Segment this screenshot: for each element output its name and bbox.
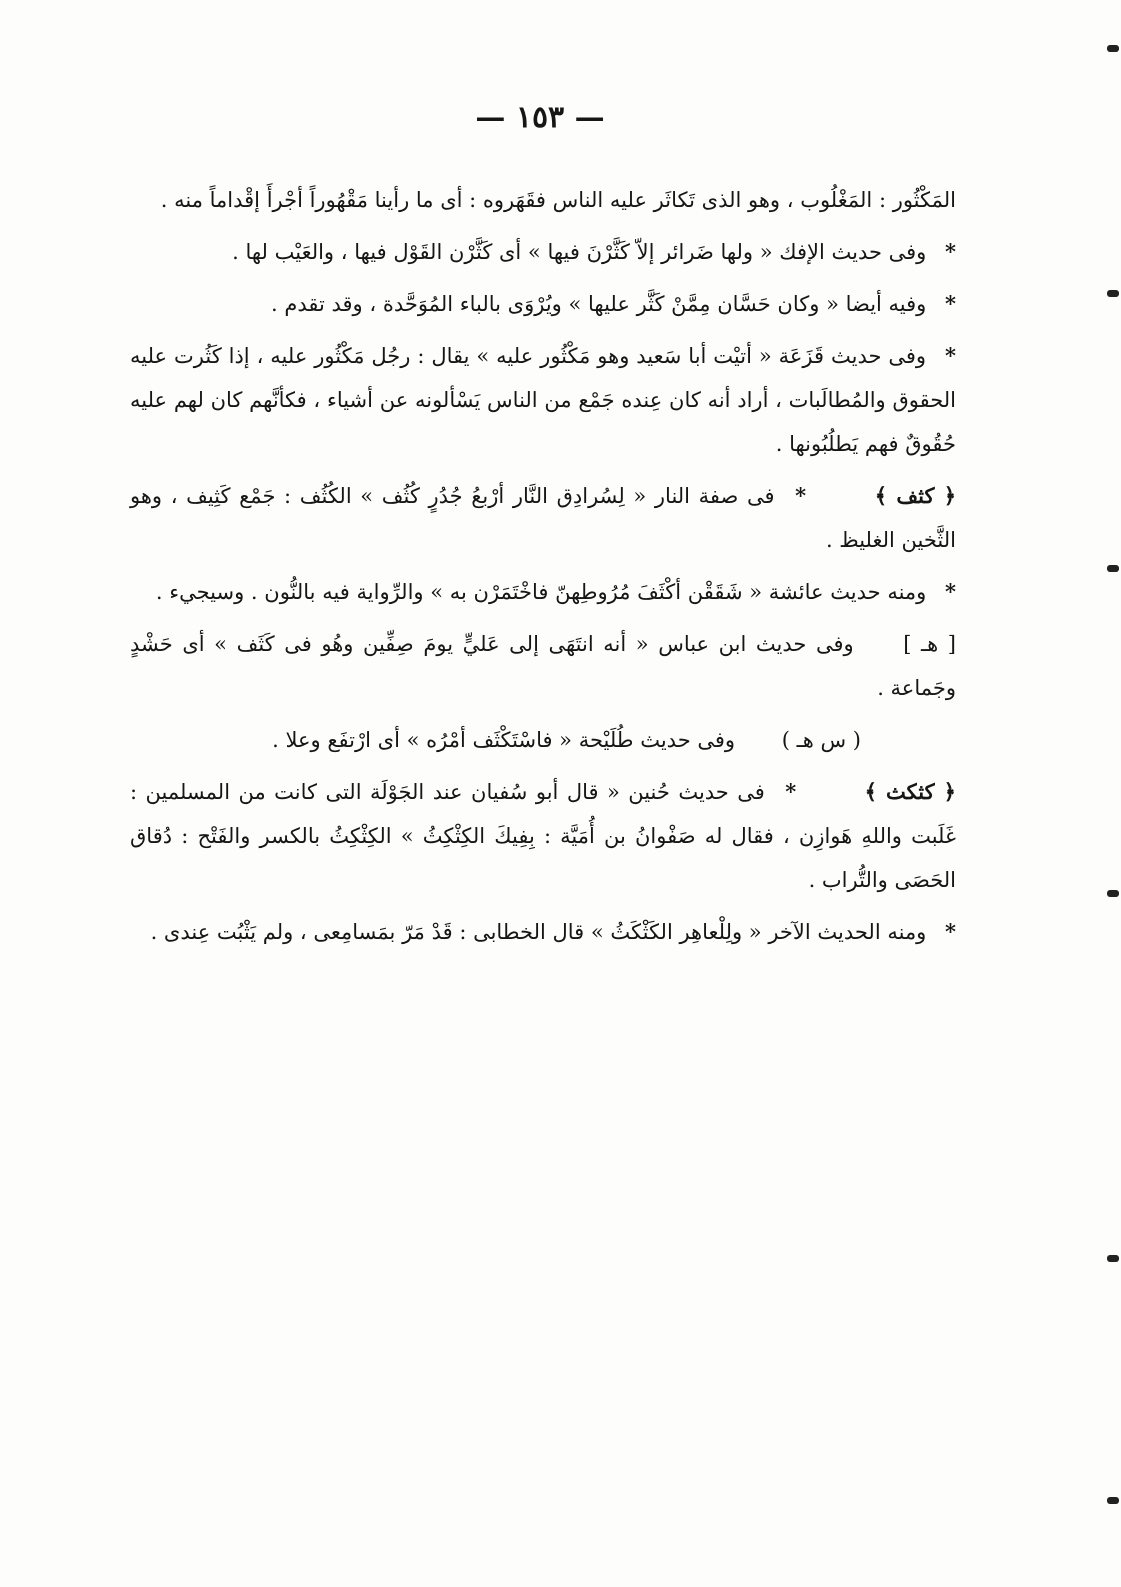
scan-edge-mark — [1107, 290, 1119, 297]
asterisk-bullet: * — [945, 343, 956, 368]
paragraph-text: فى حديث حُنين « قال أبو سُفيان عند الجَوْلَة التى كانت من المسلمين : غَلَبت واللهِ هَوازِن ، فقال له صَفْوانُ بن أُمَيَّة : بِفِيكَ الكِثْكِثُ » الكِثْكِثُ بالكسر والفَتْح : دُقاق الحَصَى والتُّراب . — [130, 780, 956, 892]
paragraph-text: وفى حديث ابن عباس « أنه انتَهَى إلى عَليٍّ يومَ صِفِّين وهُو فى كَثَف » أى حَشْدٍ وجَماعة . — [130, 632, 956, 700]
asterisk-bullet: * — [785, 779, 797, 804]
entry-headword: ﴿ كثف ﴾ — [874, 483, 957, 508]
entry-paragraph — [130, 178, 956, 222]
entry-paragraph — [130, 910, 956, 954]
entry-paragraph — [130, 282, 956, 326]
asterisk-bullet: * — [945, 579, 956, 604]
entry-paragraph — [130, 474, 956, 562]
entry-paragraph — [130, 334, 956, 466]
scan-edge-mark — [1107, 45, 1119, 52]
source-marker: ( س هـ ) — [781, 728, 861, 752]
asterisk-bullet: * — [795, 483, 807, 508]
paragraph-text: ومنه حديث عائشة « شَقَقْن أكْثَفَ مُرُوطِهنّ فاخْتَمَرْن به » والرِّواية فيه بالنُّون . وسيجيء . — [155, 580, 927, 604]
entry-headword: ﴿ كثكث ﴾ — [864, 779, 956, 804]
source-marker: [ هـ ] — [903, 632, 956, 656]
paragraph-text: وفى حديث قَزَعَة « أتيْت أبا سَعيد وهو مَكْثُور عليه » يقال : رجُل مَكْثُور عليه ، إذا كَثُرت عليه الحقوق والمُطالَبات ، أراد أنه كان عِنده جَمْع من الناس يَسْألونه عن أشياء ، فكأنَّهم كان لهم عليه حُقُوقٌ فهم يَطلُبُونها . — [130, 344, 956, 456]
scan-edge-mark — [1107, 1255, 1119, 1262]
scan-edge-mark — [1107, 890, 1119, 897]
paragraph-text: المَكْثُور : المَغْلُوب ، وهو الذى تَكاثَر عليه الناس فقَهَروه : أى ما رأينا مَقْهُوراً أجْرأَ إقْداماً منه . — [160, 188, 956, 212]
entry-paragraph — [130, 230, 956, 274]
paragraph-text: ومنه الحديث الآخر « ولِلْعاهِر الكَثْكَثُ » قال الخطابى : قَدْ مَرّ بمَسامِعى ، ولم يَثْبُت عِندى . — [150, 920, 927, 944]
entry-paragraph — [130, 622, 956, 710]
scan-edge-mark — [1107, 1497, 1119, 1504]
scan-edge-mark — [1107, 565, 1119, 572]
page-number: — ١٥٣ — — [475, 100, 605, 135]
paragraph-text: وفيه أيضا « وكان حَسَّان مِمَّنْ كَثَّر عليها » ويُرْوَى بالباء المُوَحَّدة ، وقد تقدم . — [270, 292, 927, 316]
paragraph-text: فى صفة النار « لِسُرادِق النَّار أرْبعُ جُدُرٍ كُثُف » الكُثُف : جَمْع كَثِيف ، وهو الثَّخين الغليظ . — [130, 484, 956, 552]
entry-paragraph — [130, 570, 956, 614]
entry-paragraph — [130, 770, 956, 902]
asterisk-bullet: * — [945, 291, 956, 316]
asterisk-bullet: * — [945, 239, 956, 264]
asterisk-bullet: * — [945, 919, 956, 944]
paragraph-text: وفى حديث طُلَيْحة « فاسْتَكْثَف أمْرُه » أى ارْتفَع وعلا . — [272, 728, 736, 752]
dictionary-text-block — [130, 178, 956, 962]
entry-paragraph — [130, 718, 956, 762]
paragraph-text: وفى حديث الإفك « ولها ضَرائر إلاّ كَثَّرْنَ فيها » أى كَثَّرْن القَوْل فيها ، والعَيْب لها . — [232, 240, 927, 264]
